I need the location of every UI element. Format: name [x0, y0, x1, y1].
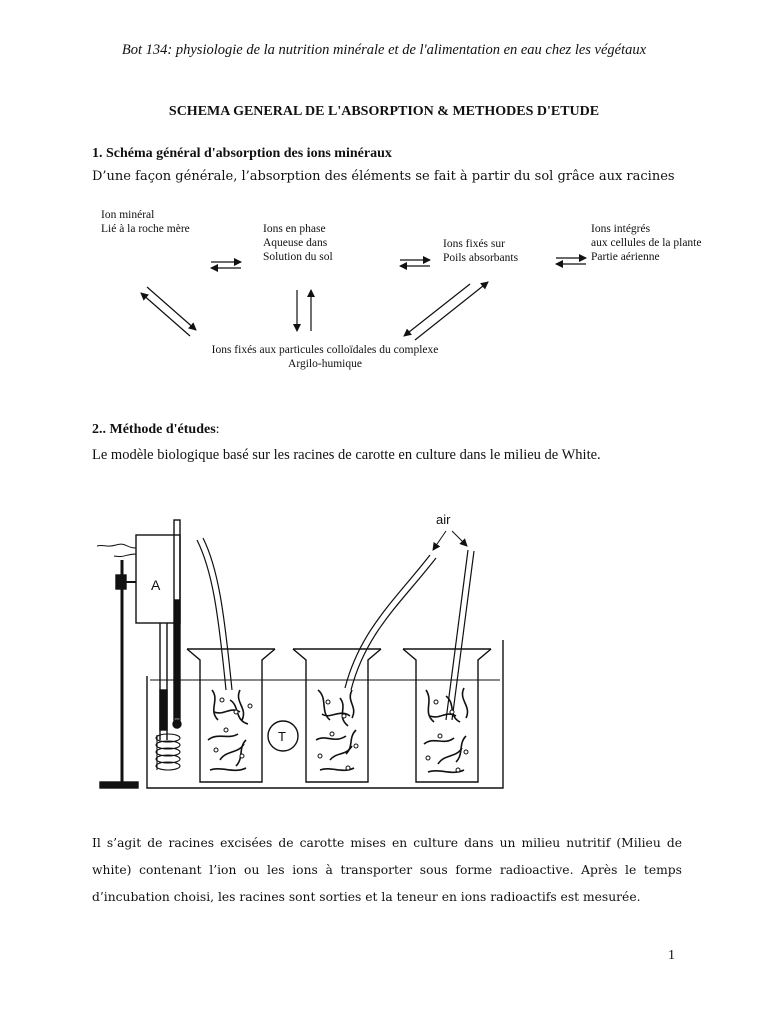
beaker-1	[187, 649, 275, 782]
arrow-hairs-colloid	[404, 282, 488, 340]
air-arrows	[433, 531, 467, 550]
section-1-heading: 1. Schéma général d'absorption des ions minéraux	[92, 146, 392, 161]
section-1-intro: D’une façon générale, l’absorption des éléments se fait à partir du sol grâce aux racines	[92, 169, 675, 184]
arrow-mineral-colloid	[141, 287, 196, 336]
node-mineral-line-1: Ion minéral	[101, 209, 155, 221]
arrow-mineral-aqueous	[211, 262, 241, 268]
node-mineral-line-2: Lié à la roche mère	[101, 223, 190, 235]
diagram-arrows	[141, 258, 586, 340]
node-colloid-line-2: Argilo-humique	[288, 358, 362, 370]
node-aqueous-line-1: Ions en phase	[263, 223, 326, 235]
label-t: T	[278, 729, 286, 744]
arrow-aqueous-colloid	[297, 290, 311, 331]
node-colloid-line-1: Ions fixés aux particules colloïdales du complexe	[211, 344, 439, 356]
label-a: A	[151, 577, 161, 593]
node-integrated-line-3: Partie aérienne	[591, 251, 660, 263]
section-2-intro: Le modèle biologique basé sur les racines de carotte en culture dans le milieu de White.	[92, 447, 601, 463]
node-integrated-line-2: aux cellules de la plante	[591, 237, 702, 249]
node-hairs-line-2: Poils absorbants	[443, 252, 519, 264]
beaker-2	[293, 649, 381, 782]
arrow-hairs-integrated	[556, 258, 586, 264]
section-2-heading-text: 2.. Méthode d'études	[92, 422, 216, 437]
page-title: SCHEMA GENERAL DE L'ABSORPTION & METHODES D'ETUDE	[168, 104, 600, 119]
node-aqueous-line-2: Aqueuse dans	[263, 237, 328, 249]
arrow-aqueous-hairs	[400, 260, 430, 266]
support-stand	[100, 560, 138, 788]
node-hairs-line-1: Ions fixés sur	[443, 238, 505, 250]
apparatus-figure	[97, 520, 503, 788]
node-aqueous-line-3: Solution du sol	[263, 251, 333, 263]
page-header: Bot 134: physiologie de la nutrition minérale et de l'alimentation en eau chez les végétaux	[121, 42, 647, 58]
thermostat-box	[97, 535, 180, 740]
section-2-heading-colon: :	[215, 422, 220, 437]
bubbles	[214, 698, 468, 772]
page-number: 1	[668, 948, 675, 963]
body-paragraph: Il s’agit de racines excisées de carotte mises en culture dans un milieu nutritif (Milieu de white) contenant l’ion ou les ions à transporter sous forme radioactive. Après le temps d’incubation choisi, les racines sont sorties et la teneur en ions radioactifs est mesurée.	[92, 836, 682, 904]
thermometer	[173, 520, 181, 728]
node-integrated-line-1: Ions intégrés	[591, 223, 651, 235]
label-air: air	[436, 512, 451, 527]
